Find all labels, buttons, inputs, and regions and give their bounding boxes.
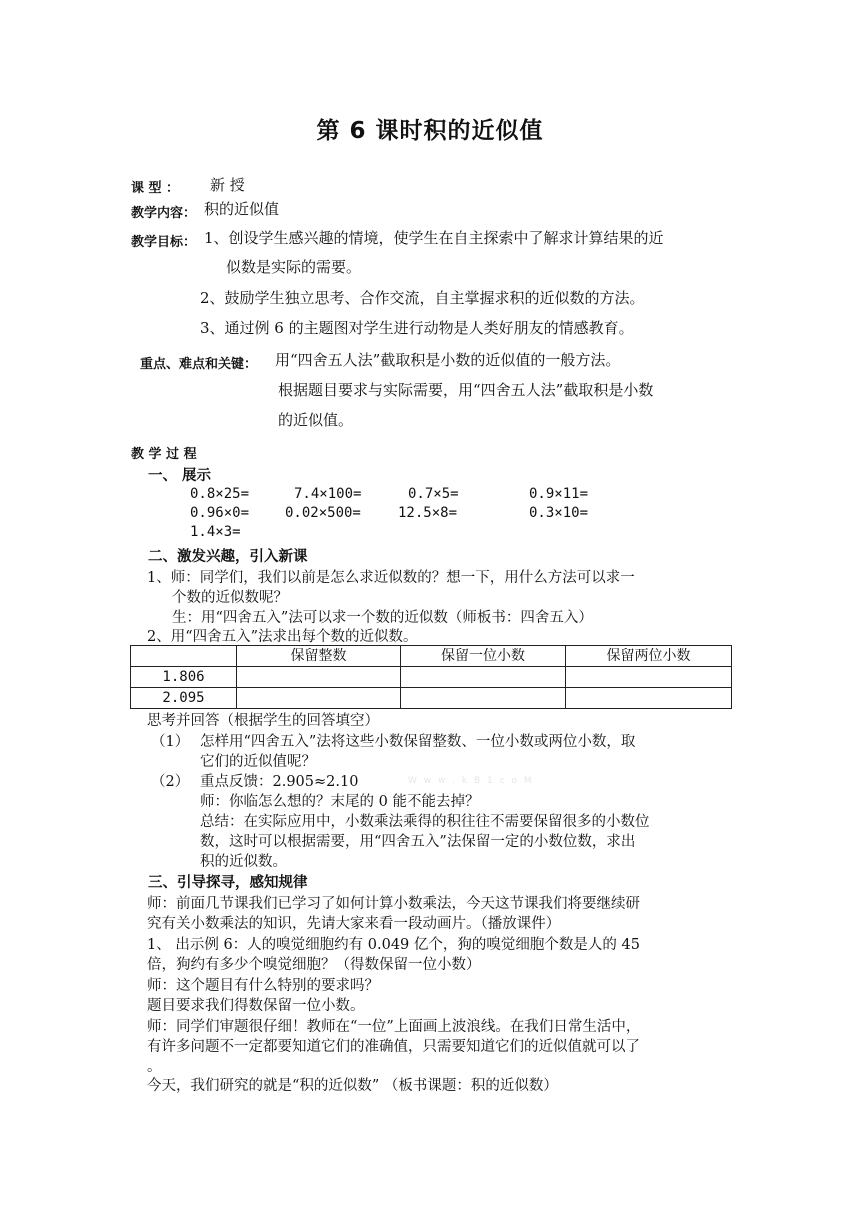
list-number: （2）: [151, 774, 190, 790]
type-label: 课 型 ：: [131, 181, 180, 196]
paragraph-line: 个数的近似数呢？: [172, 590, 288, 606]
exercise: 0.8×25=: [190, 486, 250, 502]
paragraph-line: 今天，我们研究的就是“积的近似数” （板书课题：积的近似数）: [147, 1078, 558, 1094]
table-header: 保留一位小数: [401, 646, 566, 667]
paragraph-line: 有许多问题不一定都要知道它们的准确值，只需要知道它们的近似值就可以了: [147, 1039, 640, 1055]
table-cell: [401, 688, 566, 709]
table-cell: 2.095: [131, 688, 237, 709]
watermark: W w w . k B 1 c o M: [408, 776, 534, 786]
type-value: 新 授: [210, 176, 245, 194]
content-label: 教学内容：: [131, 206, 197, 221]
paragraph-line: 积的近似数。: [200, 854, 287, 870]
page-title: 第 6 课时积的近似值: [316, 118, 544, 144]
table-cell: [401, 667, 566, 688]
paragraph-line: 师：这个题目有什么特别的要求吗？: [147, 978, 379, 994]
list-number: （1）: [151, 734, 190, 750]
exercise: 7.4×100=: [294, 486, 362, 502]
table-header: 保留两位小数: [566, 646, 732, 667]
paragraph-line: 生：用“四舍五入”法可以求一个数的近似数（师板书：四舍五入）: [172, 610, 593, 626]
section-heading: 三、引导探寻，感知规律: [148, 875, 308, 891]
table-header: [131, 646, 237, 667]
table-header-row: [131, 646, 732, 667]
exercise: 0.9×11=: [529, 486, 589, 502]
goal-line: 3、通过例 6 的主题图对学生进行动物是人类好朋友的情感教育。: [200, 319, 634, 337]
paragraph-line: 师：你临怎么想的？末尾的 0 能不能去掉？: [200, 794, 480, 810]
section-heading: 二、激发兴趣，引入新课: [148, 549, 308, 565]
table-row: [131, 688, 732, 709]
paragraph-line: 1、 出示例 6：人的嗅觉细胞约有 0.049 亿个，狗的嗅觉细胞个数是人的 45: [147, 937, 640, 953]
exercise: 0.02×500=: [285, 505, 361, 521]
exercise: 0.7×5=: [408, 486, 459, 502]
key-line: 的近似值。: [278, 411, 354, 429]
exercise: 12.5×8=: [398, 505, 458, 521]
paragraph-line: 怎样用“四舍五入”法将这些小数保留整数、一位小数或两位小数，取: [200, 734, 636, 750]
table-cell: [237, 688, 401, 709]
paragraph-line: 究有关小数乘法的知识，先请大家来看一段动画片。（播放课件）: [147, 916, 561, 932]
goal-line: 2、鼓励学生独立思考、合作交流，自主掌握求积的近似数的方法。: [200, 289, 645, 307]
goal-line: 1、创设学生感兴趣的情境，使学生在自主探索中了解求计算结果的近: [204, 229, 664, 247]
goal-line: 似数是实际的需要。: [226, 258, 362, 276]
paragraph-line: 师：同学们审题很仔细！教师在“一位”上面画上波浪线。在我们日常生活中，: [147, 1019, 641, 1035]
approximation-table: [130, 645, 732, 709]
exercise: 1.4×3=: [190, 524, 241, 540]
paragraph-line: 1、师：同学们，我们以前是怎么求近似数的？想一下，用什么方法可以求一: [147, 570, 635, 586]
section-heading: 一、 展示: [148, 468, 212, 484]
paragraph-line: 2、用“四舍五入”法求出每个数的近似数。: [147, 629, 418, 645]
table-cell: 1.806: [131, 667, 237, 688]
paragraph-line: 思考并回答（根据学生的回答填空）: [147, 713, 379, 729]
process-heading: 教 学 过 程: [131, 447, 197, 462]
table-cell: [566, 667, 732, 688]
paragraph-line: 总结：在实际应用中，小数乘法乘得的积往往不需要保留很多的小数位: [200, 814, 650, 830]
table-row: [131, 667, 732, 688]
paragraph-line: 题目要求我们得数保留一位小数。: [147, 998, 365, 1014]
key-line: 根据题目要求与实际需要，用“四舍五人法”截取积是小数: [278, 381, 654, 399]
content-value: 积的近似值: [204, 200, 280, 218]
key-line: 用“四舍五人法”截取积是小数的近似值的一般方法。: [275, 351, 621, 369]
key-label: 重点、难点和关键：: [140, 357, 258, 372]
paragraph-line: 师：前面几节课我们已学习了如何计算小数乘法，今天这节课我们将要继续研: [147, 896, 640, 912]
paragraph-line: 倍，狗约有多少个嗅觉细胞？（得数保留一位小数）: [147, 957, 481, 973]
paragraph-line: 重点反馈：2.905≈2.10: [200, 774, 359, 790]
exercise: 0.3×10=: [529, 505, 589, 521]
paragraph-line: 数，这时可以根据需要，用“四舍五入”法保留一定的小数位数，求出: [200, 834, 636, 850]
paragraph-line: 它们的近似值呢？: [200, 754, 316, 770]
paragraph-line: 。: [147, 1059, 162, 1075]
table-cell: [566, 688, 732, 709]
table-header: 保留整数: [237, 646, 401, 667]
table-cell: [237, 667, 401, 688]
goal-label: 教学目标：: [131, 235, 197, 250]
exercise: 0.96×0=: [190, 505, 250, 521]
